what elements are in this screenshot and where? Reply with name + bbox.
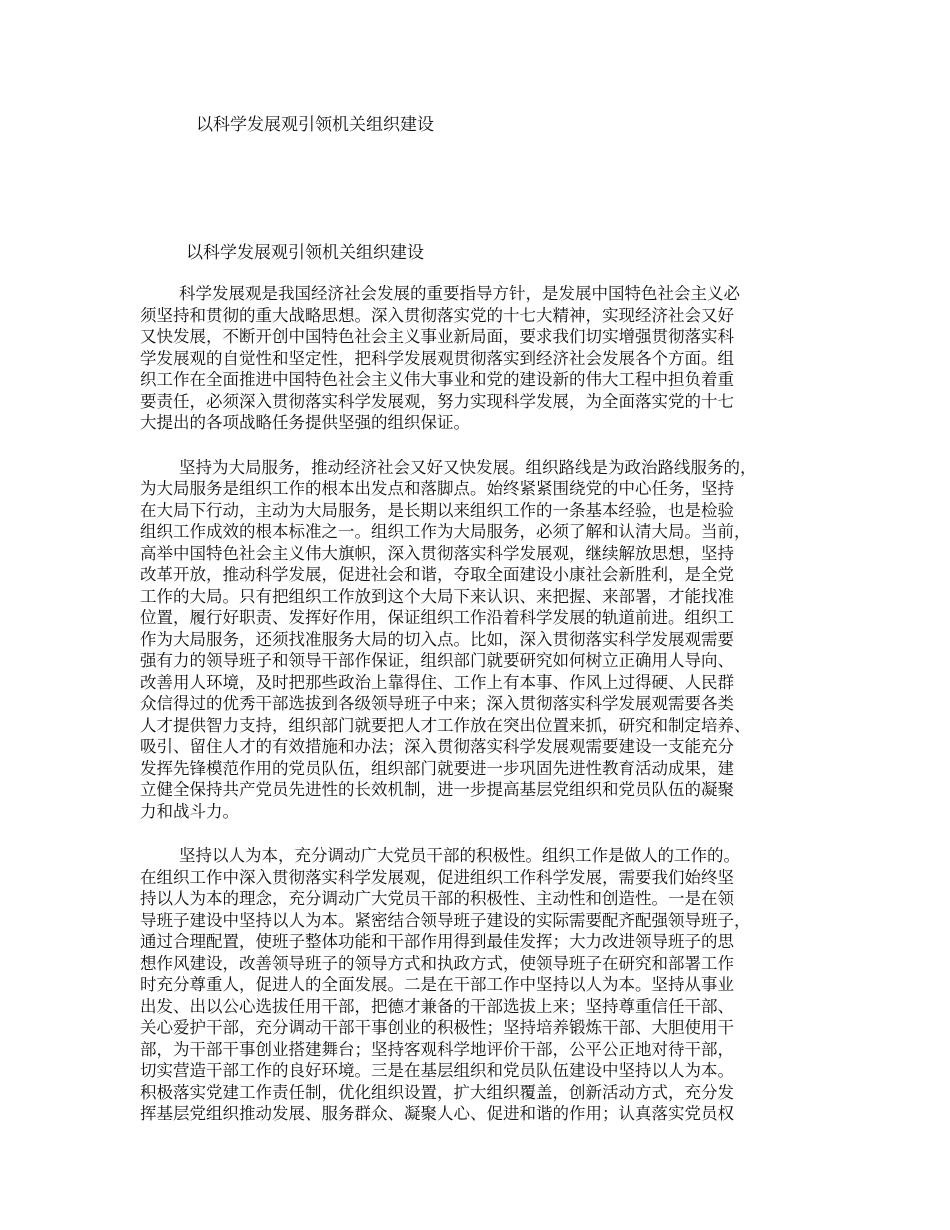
paragraph-line: 积极落实党建工作责任制，优化组织设置，扩大组织覆盖，创新活动方式，充分发 [140, 1082, 734, 1102]
paragraph-line: 发挥先锋模范作用的党员队伍，组织部门就要进一步巩固先进性教育活动成果，建 [140, 758, 734, 778]
paragraph-line: 导班子建设中坚持以人为本。紧密结合领导班子建设的实际需要配齐配强领导班子， [140, 910, 751, 930]
document-body [140, 283, 830, 1148]
paragraph [140, 283, 830, 434]
paragraph-line: 织工作在全面推进中国特色社会主义伟大事业和党的建设新的伟大工程中担负着重 [140, 370, 734, 389]
paragraph-line: 通过合理配置，使班子整体功能和干部作用得到最佳发挥；大力改进领导班子的思 [140, 932, 734, 951]
paragraph [140, 457, 830, 823]
paragraph-line: 出发、出以公心选拔任用干部，把德才兼备的干部选拔上来；坚持尊重信任干部、 [140, 996, 734, 1016]
paragraph-line: 挥基层党组织推动发展、服务群众、凝聚人心、促进和谐的作用；认真落实党员权 [140, 1104, 734, 1123]
paragraph-line: 在大局下行动，主动为大局服务，是长期以来组织工作的一条基本经验，也是检验 [140, 500, 734, 520]
paragraph-line: 改革开放，推动科学发展，促进社会和谐，夺取全面建设小康社会新胜利，是全党 [140, 565, 734, 584]
paragraph-line: 大提出的各项战略任务提供坚强的组织保证。 [140, 413, 470, 432]
paragraph-line: 科学发展观是我国经济社会发展的重要指导方针，是发展中国特色社会主义必 [179, 284, 740, 303]
document-subtitle: 以科学发展观引领机关组织建设 [186, 243, 424, 263]
paragraph-line: 部，为干部干事创业搭建舞台；坚持客观科学地评价干部，公平公正地对待干部， [140, 1039, 734, 1059]
paragraph-line: 学发展观的自觉性和坚定性，把科学发展观贯彻落实到经济社会发展各个方面。组 [140, 348, 734, 368]
paragraph-line: 组织工作成效的根本标准之一。组织工作为大局服务，必须了解和认清大局。当前， [140, 522, 751, 541]
paragraph-line: 又快发展，不断开创中国特色社会主义事业新局面，要求我们切实增强贯彻落实科 [140, 327, 734, 346]
paragraph-line: 须坚持和贯彻的重大战略思想。深入贯彻落实党的十七大精神，实现经济社会又好 [140, 305, 734, 325]
paragraph-line: 时充分尊重人，促进人的全面发展。二是在干部工作中坚持以人为本。坚持从事业 [140, 975, 734, 994]
paragraph-line: 想作风建设，改善领导班子的领导方式和执政方式，使领导班子在研究和部署工作 [140, 953, 734, 973]
document-title: 以科学发展观引领机关组织建设 [196, 115, 434, 135]
paragraph-line: 工作的大局。只有把组织工作放到这个大局下来认识、来把握、来部署，才能找准 [140, 586, 734, 606]
paragraph-line: 关心爱护干部，充分调动干部干事创业的积极性；坚持培养锻炼干部、大胆使用干 [140, 1018, 734, 1037]
paragraph-line: 坚持为大局服务，推动经济社会又好又快发展。组织路线是为政治路线服务的， [179, 457, 757, 477]
paragraph-line: 作为大局服务，还须找准服务大局的切入点。比如，深入贯彻落实科学发展观需要 [140, 629, 734, 649]
paragraph-line: 吸引、留住人才的有效措施和办法；深入贯彻落实科学发展观需要建设一支能充分 [140, 737, 734, 756]
paragraph-line: 为大局服务是组织工作的根本出发点和落脚点。始终紧紧围绕党的中心任务，坚持 [140, 479, 734, 498]
paragraph-line: 力和战斗力。 [140, 801, 239, 821]
paragraph-line: 强有力的领导班子和领导干部作保证，组织部门就要研究如何树立正确用人导向、 [140, 651, 734, 670]
paragraph-line: 位置，履行好职责、发挥好作用，保证组织工作沿着科学发展的轨道前进。组织工 [140, 608, 734, 627]
paragraph-line: 切实营造干部工作的良好环境。三是在基层组织和党员队伍建设中坚持以人为本。 [140, 1061, 734, 1080]
paragraph-line: 高举中国特色社会主义伟大旗帜，深入贯彻落实科学发展观，继续解放思想，坚持 [140, 543, 734, 563]
paragraph-line: 持以人为本的理念，充分调动广大党员干部的积极性、主动性和创造性。一是在领 [140, 889, 734, 908]
paragraph-line: 在组织工作中深入贯彻落实科学发展观，促进组织工作科学发展，需要我们始终坚 [140, 867, 734, 887]
paragraph-line: 人才提供智力支持，组织部门就要把人才工作放在突出位置来抓，研究和制定培养、 [140, 715, 751, 735]
paragraph [140, 845, 830, 1125]
paragraph-line: 坚持以人为本，充分调动广大党员干部的积极性。组织工作是做人的工作的。 [179, 846, 740, 865]
paragraph-line: 要责任，必须深入贯彻落实科学发展观，努力实现科学发展，为全面落实党的十七 [140, 391, 734, 411]
paragraph-line: 立健全保持共产党员先进性的长效机制，进一步提高基层党组织和党员队伍的凝聚 [140, 780, 734, 799]
paragraph-line: 改善用人环境，及时把那些政治上靠得住、工作上有本事、作风上过得硬、人民群 [140, 672, 734, 692]
paragraph-line: 众信得过的优秀干部选拔到各级领导班子中来；深入贯彻落实科学发展观需要各类 [140, 694, 734, 713]
